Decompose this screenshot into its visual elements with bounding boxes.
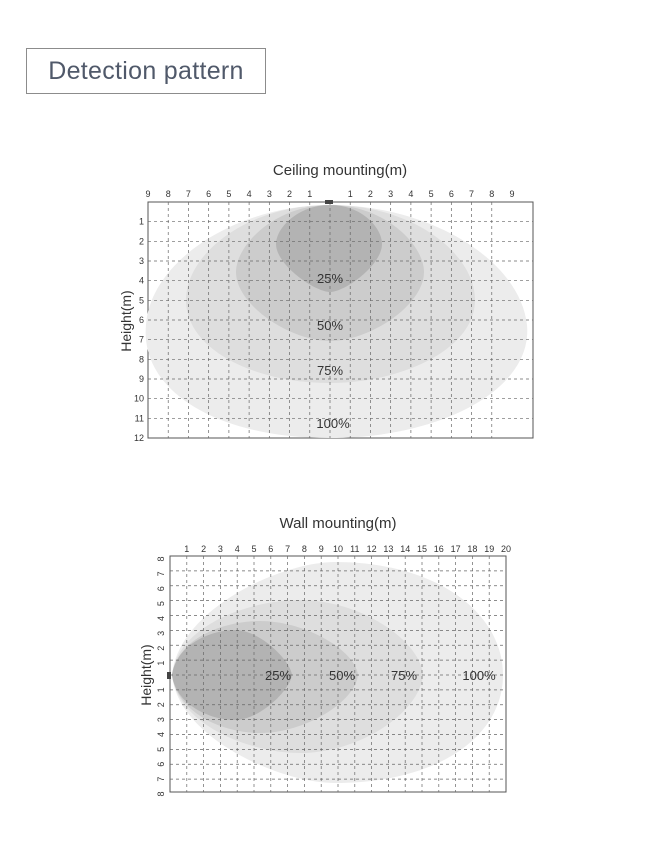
ceiling-chart [118, 189, 533, 443]
wall-x-tick-label: 16 [433, 544, 444, 554]
wall-y-tick-label: 5 [156, 746, 166, 752]
wall-y-tick-label: 3 [156, 717, 166, 723]
wall-y-axis-label: Height(m) [138, 644, 154, 706]
wall-y-tick-label: 6 [156, 761, 166, 767]
wall-y-tick-label: 8 [156, 556, 166, 562]
ceiling-x-ticks [145, 189, 514, 199]
ceiling-y-axis-label: Height(m) [118, 290, 134, 352]
wall-x-tick-label: 15 [416, 544, 428, 554]
ceiling-x-tick-label: 5 [428, 189, 434, 199]
ceiling-y-tick-label: 8 [138, 354, 144, 365]
ceiling-y-tick-label: 5 [138, 295, 144, 306]
ceiling-x-tick-label: 7 [185, 189, 191, 199]
ceiling-x-tick-label: 7 [469, 189, 475, 199]
ceiling-zone-label-75: 75% [316, 363, 344, 378]
wall-x-tick-label: 12 [366, 544, 377, 554]
ceiling-x-tick-label: 3 [266, 189, 272, 199]
ceiling-x-tick-label: 9 [509, 189, 515, 199]
ceiling-y-ticks [134, 217, 144, 443]
ceiling-diagram-title: Ceiling mounting(m) [272, 162, 408, 179]
ceiling-y-tick-label: 3 [138, 256, 144, 266]
ceiling-y-tick-label: 12 [133, 433, 144, 443]
ceiling-y-tick-label: 9 [138, 374, 144, 384]
wall-y-tick-label: 1 [156, 660, 166, 666]
ceiling-y-tick-label: 10 [133, 393, 144, 404]
wall-y-tick-label: 2 [156, 702, 166, 708]
wall-y-tick-label: 4 [156, 615, 166, 622]
wall-y-tick-label: 3 [156, 630, 166, 636]
wall-x-tick-label: 10 [332, 544, 344, 554]
wall-y-tick-label: 6 [156, 586, 166, 592]
wall-x-tick-label: 13 [383, 544, 394, 554]
ceiling-x-tick-label: 2 [287, 189, 293, 199]
wall-x-tick-label: 6 [268, 544, 274, 554]
wall-zone-label-25: 25% [264, 668, 292, 683]
ceiling-x-tick-label: 8 [165, 189, 171, 199]
wall-x-tick-label: 14 [400, 544, 411, 554]
wall-x-tick-label: 17 [450, 544, 461, 554]
wall-zone-label-75: 75% [390, 668, 418, 683]
page-title: Detection pattern [26, 48, 266, 94]
ceiling-x-tick-label: 3 [388, 189, 394, 199]
wall-y-ticks [156, 556, 166, 796]
wall-zone-label-100: 100% [462, 668, 496, 683]
wall-y-tick-label: 8 [156, 791, 166, 797]
wall-y-tick-label: 4 [156, 731, 166, 738]
wall-x-tick-label: 1 [184, 544, 190, 554]
ceiling-x-tick-label: 6 [206, 189, 212, 199]
ceiling-zone-label-100: 100% [316, 416, 350, 431]
ceiling-x-tick-label: 9 [145, 189, 151, 199]
wall-x-tick-label: 11 [350, 544, 360, 554]
ceiling-x-tick-label: 4 [246, 189, 252, 199]
wall-x-tick-label: 5 [251, 544, 257, 554]
wall-x-tick-label: 20 [500, 544, 512, 554]
ceiling-x-tick-label: 1 [307, 189, 313, 199]
ceiling-y-tick-label: 2 [138, 236, 144, 247]
wall-x-tick-label: 2 [201, 544, 207, 554]
wall-x-tick-label: 8 [301, 544, 307, 554]
wall-diagram-title: Wall mounting(m) [279, 515, 397, 532]
wall-x-ticks [184, 544, 511, 554]
wall-x-tick-label: 9 [318, 544, 324, 554]
wall-x-tick-label: 18 [467, 544, 478, 554]
ceiling-x-tick-label: 1 [347, 189, 353, 199]
wall-y-tick-label: 7 [156, 571, 166, 577]
wall-zone-label-50: 50% [328, 668, 356, 683]
ceiling-x-tick-label: 8 [489, 189, 495, 199]
ceiling-y-tick-label: 11 [134, 413, 144, 424]
wall-sensor-marker [167, 672, 171, 679]
wall-x-tick-label: 19 [484, 544, 495, 554]
ceiling-zone-label-50: 50% [316, 318, 344, 333]
wall-chart [138, 544, 511, 797]
wall-x-tick-label: 3 [217, 544, 223, 554]
ceiling-sensor-marker [325, 200, 333, 204]
wall-y-tick-label: 2 [156, 645, 166, 651]
wall-y-tick-label: 7 [156, 776, 166, 782]
ceiling-y-tick-label: 1 [138, 216, 144, 227]
ceiling-zone-label-25: 25% [316, 271, 344, 286]
ceiling-x-tick-label: 5 [226, 189, 232, 199]
wall-y-tick-label: 1 [156, 687, 166, 693]
wall-y-tick-label: 5 [156, 601, 166, 607]
wall-x-tick-label: 7 [285, 544, 291, 554]
ceiling-y-tick-label: 7 [138, 334, 144, 345]
ceiling-x-tick-label: 6 [448, 189, 454, 199]
ceiling-y-tick-label: 6 [138, 315, 144, 325]
wall-x-tick-label: 4 [234, 544, 240, 554]
ceiling-x-tick-label: 2 [367, 189, 373, 199]
ceiling-x-tick-label: 4 [408, 189, 414, 199]
ceiling-y-tick-label: 4 [138, 275, 144, 286]
